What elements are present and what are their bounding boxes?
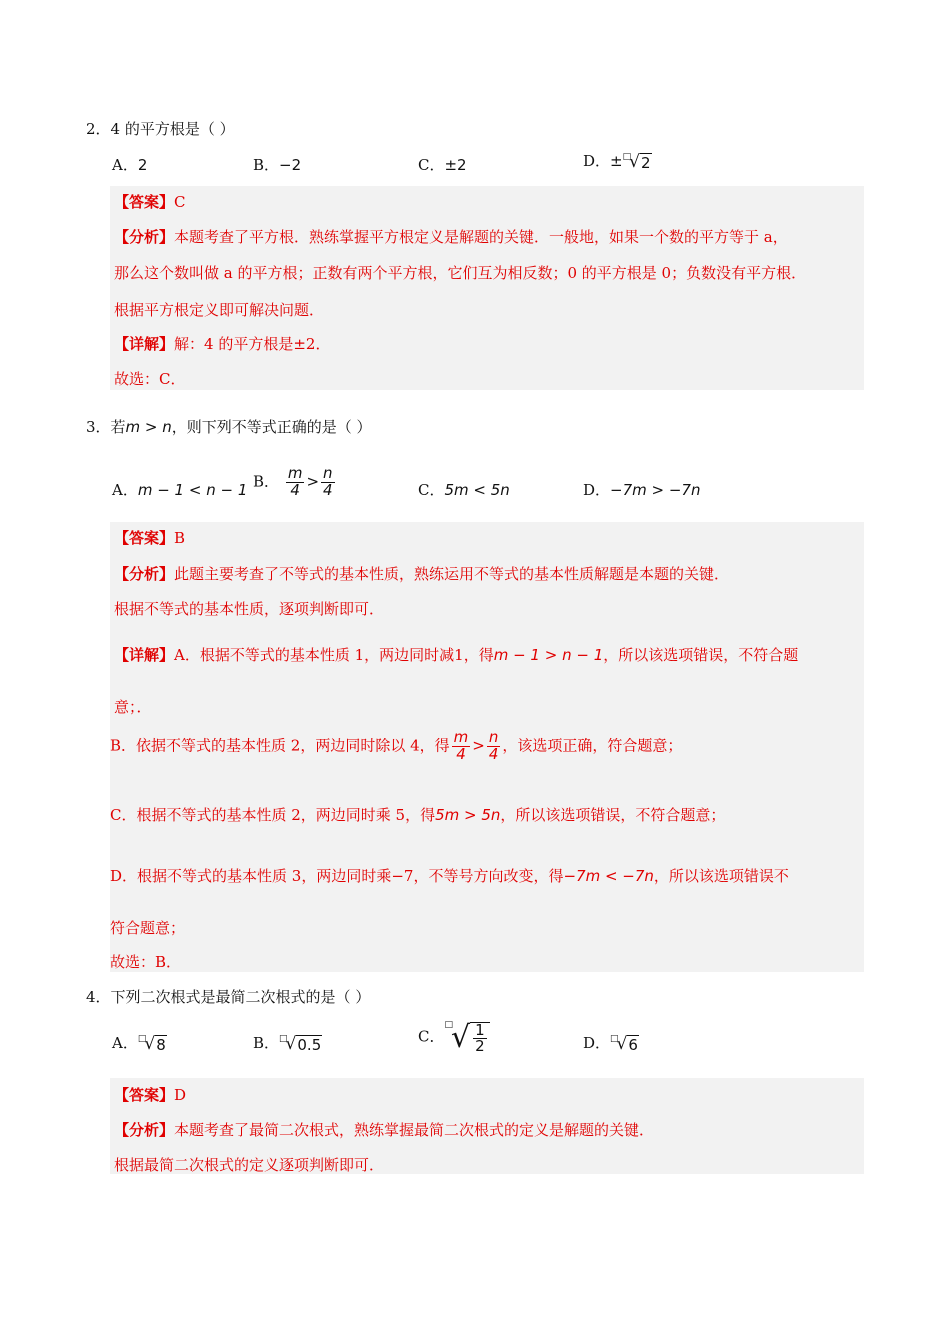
analysis-text: 此题主要考查了不等式的基本性质，熟练运用不等式的基本性质解题是本题的关键． [174, 565, 730, 583]
q3-analysis-line1 [114, 563, 729, 584]
detail-math: −7m < −7n [563, 867, 654, 885]
option-label: B． [253, 472, 280, 491]
radical [623, 152, 652, 172]
option-value: −2 [279, 156, 302, 174]
q2-answer-box [110, 186, 864, 390]
detail-text: C．根据不等式的基本性质 2，两边同时乘 5，得 [110, 806, 436, 824]
numerator: m [453, 728, 469, 746]
detail-math: 5m > 5n [435, 806, 501, 824]
radical [610, 1034, 639, 1054]
numerator: n [488, 728, 499, 746]
q3-analysis-line2: 根据不等式的基本性质，逐项判断即可． [114, 600, 385, 618]
q2-analysis-line1 [114, 226, 788, 247]
radical-index: □ [279, 1034, 288, 1044]
q4-option-a [112, 1032, 167, 1054]
option-label: D． [583, 481, 611, 499]
q3-option-a [112, 479, 247, 500]
q3-option-d [583, 479, 700, 500]
q4-option-b [253, 1032, 322, 1054]
answer-value: C [174, 193, 186, 211]
denominator: 4 [488, 744, 499, 763]
q3-answer-line [114, 527, 185, 548]
detail-tag: 【详解】 [114, 335, 175, 353]
fraction-one-half [473, 1020, 487, 1056]
radical-index: □ [622, 152, 632, 162]
detail-text: A．根据不等式的基本性质 1，两边同时减1，得 [174, 646, 494, 664]
option-label: A． [112, 1034, 138, 1052]
radical-index: □ [137, 1034, 147, 1044]
stem-suffix: ，则下列不等式正确的是（ ） [171, 418, 372, 436]
q3-option-b [253, 466, 337, 499]
denominator: 4 [456, 744, 466, 763]
fraction-m-over-4 [452, 730, 471, 763]
option-label: D． [583, 152, 611, 170]
option-label: D． [583, 1034, 611, 1052]
radical-sign-icon: √ [285, 1034, 297, 1054]
relation: > [472, 736, 485, 755]
q3-detail-a-line2: 意；． [114, 698, 152, 716]
q2-analysis-line2: 那么这个数叫做 a 的平方根；正数有两个平方根，它们互为相反数；0 的平方根是 0；负数没有平方根． [114, 264, 807, 282]
stem-condition: m > n [125, 418, 172, 436]
answer-value: B [174, 529, 186, 547]
q2-stem: 2．4 的平方根是（ ） [86, 120, 235, 138]
radicand [470, 1022, 490, 1056]
answer-tag: 【答案】 [114, 193, 175, 211]
option-label: A． [112, 156, 138, 174]
answer-tag: 【答案】 [114, 1086, 175, 1104]
q4-answer-line [114, 1084, 186, 1105]
radical-index: □ [610, 1034, 619, 1044]
radical-sign-icon: √ [629, 152, 640, 172]
relation: > [306, 472, 320, 491]
detail-text: B．依据不等式的基本性质 2，两边同时除以 4，得 [110, 736, 450, 755]
q3-detail-c [110, 804, 725, 825]
radicand: 0.5 [297, 1036, 322, 1054]
analysis-text: 本题考查了平方根．熟练掌握平方根定义是解题的关键．一般地，如果一个数的平方等于 a， [174, 228, 788, 246]
q3-option-c [418, 479, 510, 500]
detail-tail: ，该选项正确，符合题意； [502, 736, 683, 755]
answer-tag: 【答案】 [114, 529, 175, 547]
option-label: B． [253, 156, 280, 174]
q4-option-d [583, 1032, 639, 1054]
radical-sign-icon: √ [451, 1020, 471, 1055]
analysis-tag: 【分析】 [114, 565, 175, 583]
detail-tail: ，所以该选项错误，不符合题 [603, 646, 799, 664]
detail-text: 解：4 的平方根是±2． [174, 335, 331, 353]
q2-analysis-line3: 根据平方根定义即可解决问题． [114, 301, 325, 319]
plus-minus: ± [610, 152, 623, 170]
option-label: A． [112, 481, 138, 499]
radical [279, 1034, 322, 1054]
q2-option-b [253, 154, 301, 175]
option-label: C． [418, 1027, 445, 1046]
option-math: m − 1 < n − 1 [137, 481, 248, 499]
radicand: 8 [156, 1036, 166, 1054]
q2-option-a [112, 154, 147, 175]
option-label: B． [253, 1034, 280, 1052]
option-label: C． [418, 481, 445, 499]
q4-stem: 4．下列二次根式是最简二次根式的是（ ） [86, 988, 371, 1006]
denominator: 2 [475, 1037, 485, 1056]
detail-tail: ，所以该选项错误不 [653, 867, 789, 885]
option-math: 5m < 5n [444, 481, 510, 499]
analysis-tag: 【分析】 [114, 1121, 175, 1139]
q3-stem [86, 416, 372, 437]
analysis-text: 本题考查了最简二次根式，熟练掌握最简二次根式的定义是解题的关键． [174, 1121, 655, 1139]
q2-detail-line [114, 333, 330, 354]
detail-tag: 【详解】 [114, 646, 175, 664]
fraction-m-over-4 [286, 466, 305, 499]
numerator: m [287, 464, 303, 482]
q3-answer-box [110, 522, 864, 972]
option-math: −7m > −7n [610, 481, 701, 499]
answer-value: D [174, 1086, 187, 1104]
denominator: 4 [323, 480, 333, 499]
option-label: C． [418, 156, 445, 174]
fraction-n-over-4 [321, 466, 335, 499]
q3-detail-a [114, 644, 798, 665]
q4-answer-box [110, 1078, 864, 1174]
q2-option-c [418, 154, 467, 175]
analysis-tag: 【分析】 [114, 228, 175, 246]
q3-detail-d [110, 865, 789, 886]
radical [444, 1020, 489, 1055]
q4-option-c [418, 1020, 490, 1055]
radical-sign-icon: √ [616, 1034, 628, 1054]
numerator: n [323, 464, 333, 482]
q3-detail-d-line2: 符合题意； [110, 919, 186, 937]
q4-analysis-line1 [114, 1119, 654, 1140]
detail-math: m − 1 > n − 1 [493, 646, 604, 664]
detail-tail: ，所以该选项错误，不符合题意； [500, 806, 726, 824]
q2-option-d [583, 150, 652, 172]
q4-analysis-line2: 根据最简二次根式的定义逐项判断即可． [114, 1156, 385, 1174]
q2-conclusion: 故选：C． [114, 370, 186, 388]
radical-sign-icon: √ [144, 1034, 156, 1054]
q2-answer-line [114, 191, 186, 212]
fraction-n-over-4 [487, 730, 501, 763]
stem-prefix: 3．若 [86, 418, 126, 436]
radical [138, 1034, 167, 1054]
option-value: 2 [137, 156, 148, 174]
detail-text: D．根据不等式的基本性质 3，两边同时乘−7，不等号方向改变，得 [110, 867, 564, 885]
numerator: 1 [475, 1020, 485, 1039]
q3-conclusion: 故选：B． [110, 953, 182, 971]
option-value: ±2 [444, 156, 467, 174]
denominator: 4 [290, 480, 300, 499]
radicand: 2 [640, 154, 651, 172]
radical-index: □ [444, 1020, 453, 1030]
radicand: 6 [628, 1036, 638, 1054]
q3-detail-b [110, 730, 682, 763]
